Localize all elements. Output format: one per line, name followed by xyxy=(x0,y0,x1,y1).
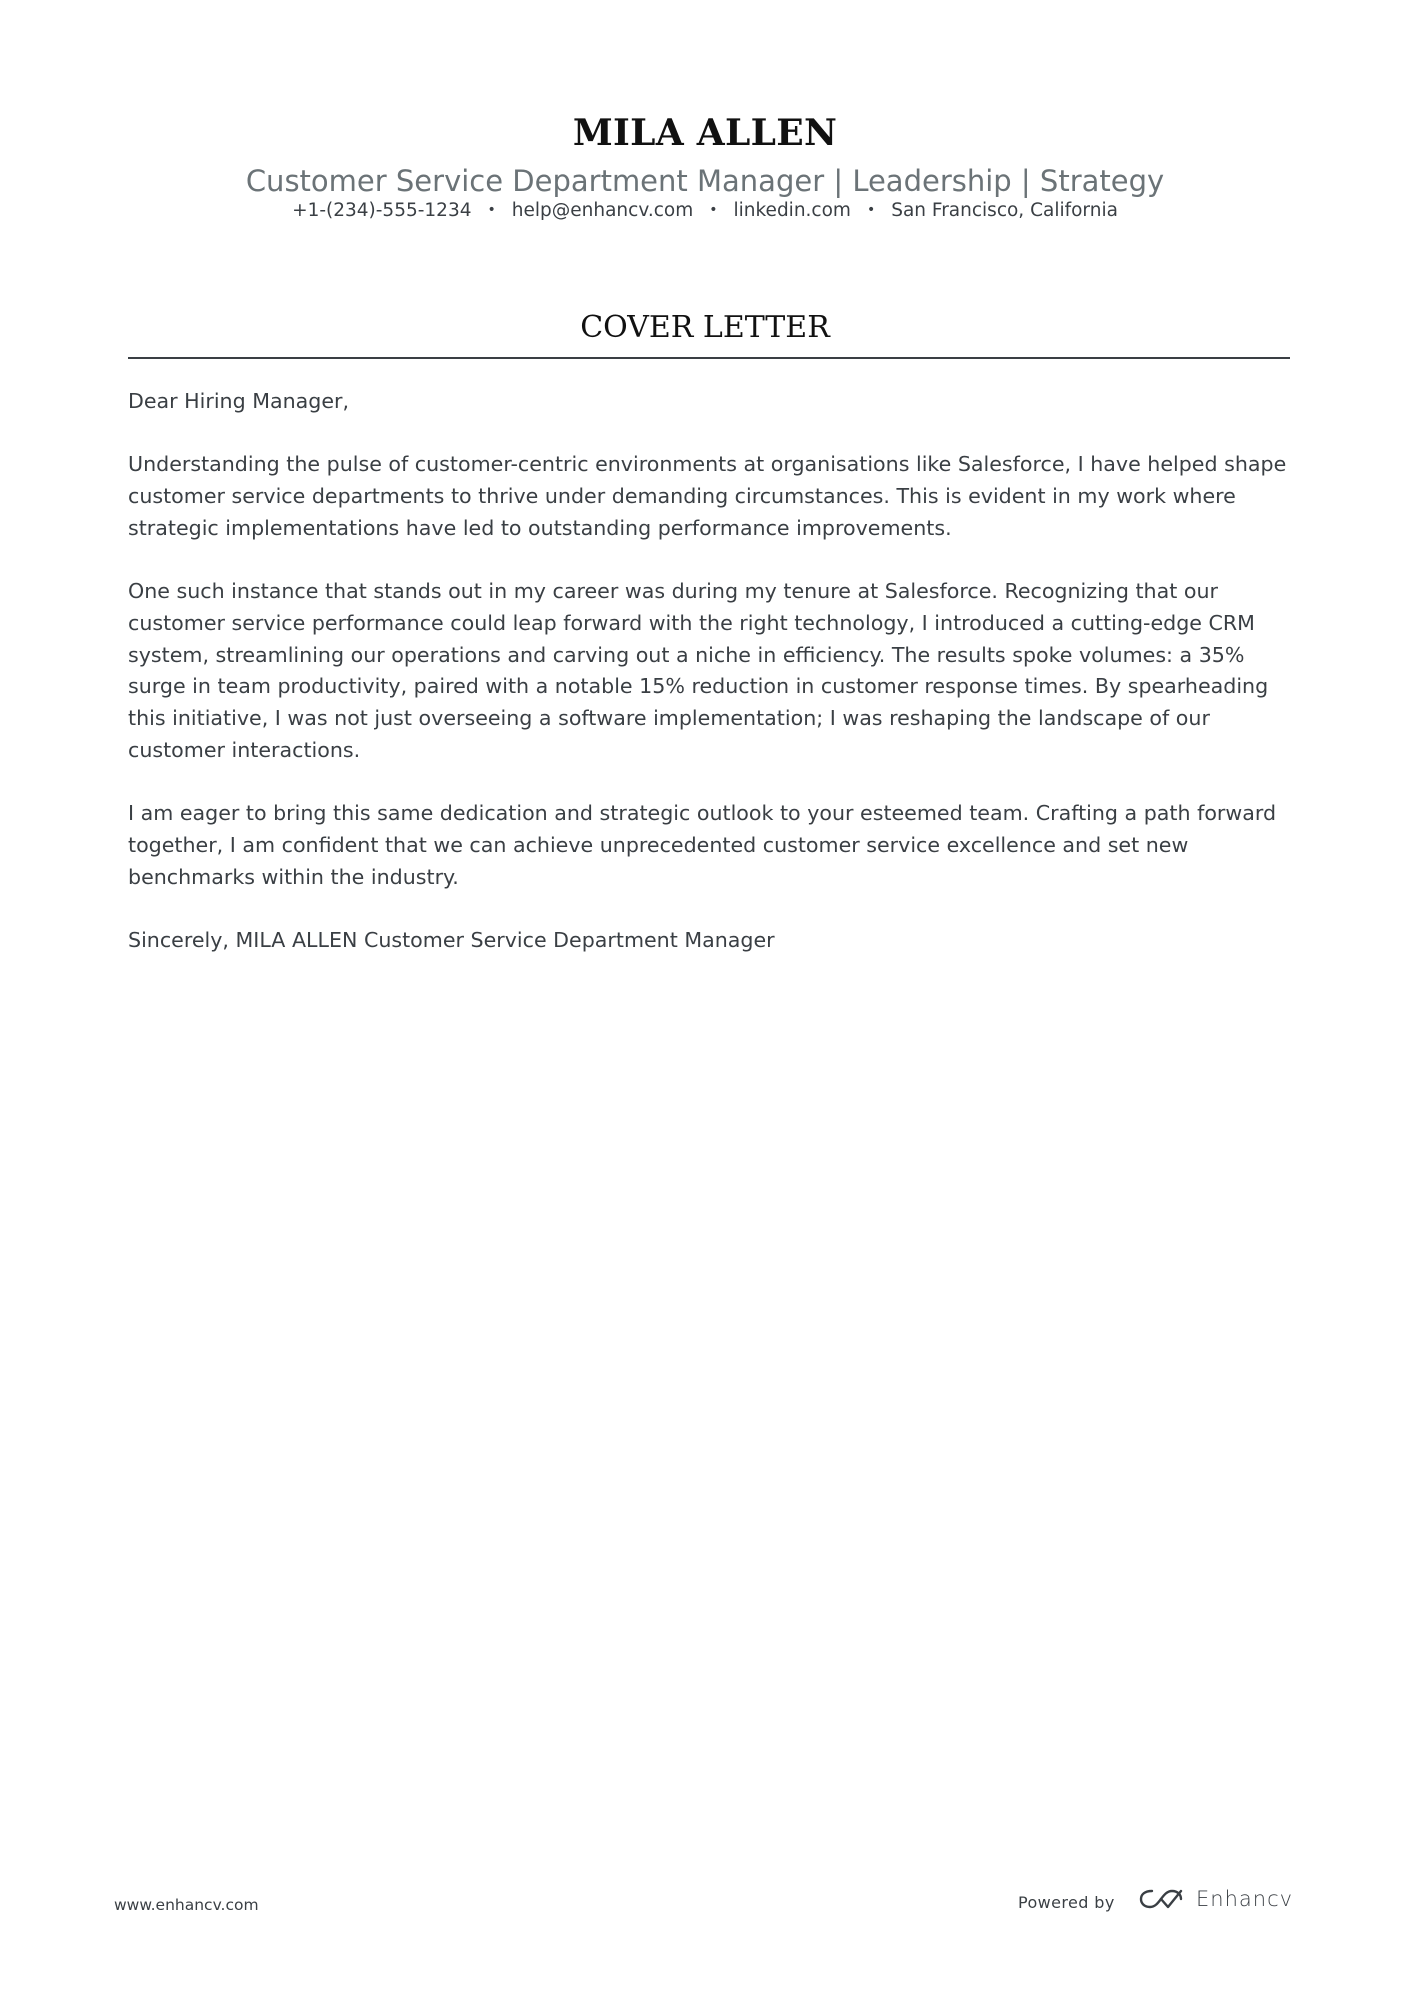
candidate-name: MILA ALLEN xyxy=(572,112,838,154)
letter-closing: Sincerely, MILA ALLEN Customer Service Department Manager xyxy=(128,927,775,952)
letter-greeting: Dear Hiring Manager, xyxy=(128,389,350,413)
phone-text: +1-(234)-555-1234 xyxy=(292,200,472,221)
contact-line xyxy=(0,200,1410,221)
separator-dot: • xyxy=(487,202,496,218)
powered-by-label: Powered by xyxy=(1018,1893,1115,1912)
letter-paragraph: One such instance that stands out in my career was during my tenure at Salesforce. Recognizing that our customer service performance could leap forward with the right technology, I introduced a cutting-edge CRM system, streamlining our operations and carving out a niche in efficiency. The results spoke volumes: a 35% surge in team productivity, paired with a notable 15% reduction in customer response times. By spearheading this initiative, I was not just overseeing a software implementation; I was reshaping the landscape of our customer interactions. xyxy=(128,579,1269,762)
enhancv-logo xyxy=(1138,1887,1293,1911)
section-divider xyxy=(128,357,1290,359)
letter-paragraph: Understanding the pulse of customer-centric environments at organisations like Salesforce, I have helped shape customer service departments to thrive under demanding circumstances. This is evident in my work where strategic implementations have led to outstanding performance improvements. xyxy=(128,452,1287,540)
footer-url: www.enhancv.com xyxy=(114,1896,259,1914)
enhancv-logo-icon xyxy=(1138,1887,1184,1911)
separator-dot: • xyxy=(709,202,718,218)
email-text: help@enhancv.com xyxy=(511,200,694,221)
linkedin-text: linkedin.com xyxy=(733,200,851,221)
letter-paragraph: I am eager to bring this same dedication and strategic outlook to your esteemed team. Crafting a path forward together, I am confident that we can achieve unprecedented customer service excellence and set new benchmarks within the industry. xyxy=(128,801,1277,889)
separator-dot: • xyxy=(866,202,876,218)
enhancv-logo-text: Enhancv xyxy=(1196,1887,1294,1911)
location-text: San Francisco, California xyxy=(891,200,1118,221)
candidate-headline: Customer Service Department Manager | Leadership | Strategy xyxy=(245,164,1165,198)
section-title: COVER LETTER xyxy=(580,310,830,345)
letter-body xyxy=(128,386,1290,988)
